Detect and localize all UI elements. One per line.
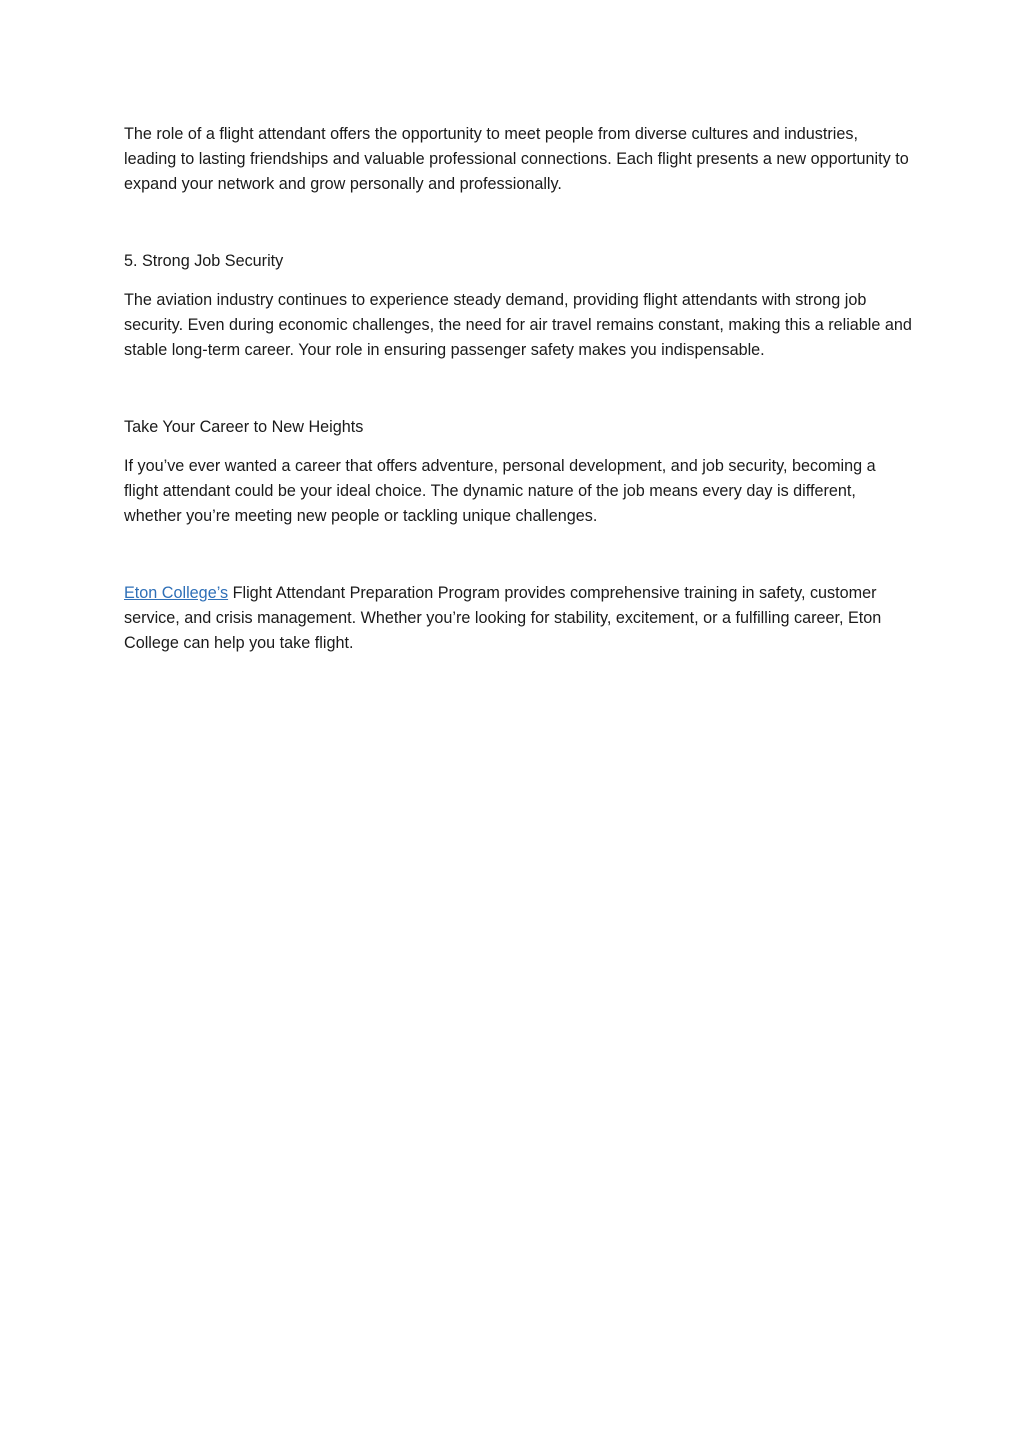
section-heading-new-heights: Take Your Career to New Heights [124, 418, 364, 436]
eton-college-link[interactable]: Eton College’s [124, 584, 229, 602]
document-body [124, 122, 914, 656]
new-heights-paragraph: If you’ve ever wanted a career that offers adventure, personal development, and job security, becoming a flight attendant could be your ideal choice. The dynamic nature of the job means every day is different, whether you’re meeting new people or tackling unique challenges. [124, 457, 876, 525]
spacer [124, 529, 914, 581]
closing-paragraph [124, 581, 914, 656]
section-heading-job-security: 5. Strong Job Security [124, 252, 284, 270]
spacer [124, 274, 914, 288]
intro-paragraph: The role of a flight attendant offers the opportunity to meet people from diverse cultures and industries, leading to lasting friendships and valuable professional connections. Each flight presents a new opportunity to expand your network and grow personally and professionally. [124, 125, 909, 193]
spacer [124, 440, 914, 454]
spacer [124, 363, 914, 415]
job-security-paragraph: The aviation industry continues to experience steady demand, providing flight attendants with strong job security. Even during economic challenges, the need for air travel remains constant, making this a reliable and stable long-term career. Your role in ensuring passenger safety makes you indispensable. [124, 291, 912, 359]
closing-paragraph-text: Flight Attendant Preparation Program provides comprehensive training in safety, customer service, and crisis management. Whether you’re looking for stability, excitement, or a fulfilling career, Eton College can help you take flight. [124, 584, 882, 652]
spacer [124, 197, 914, 249]
